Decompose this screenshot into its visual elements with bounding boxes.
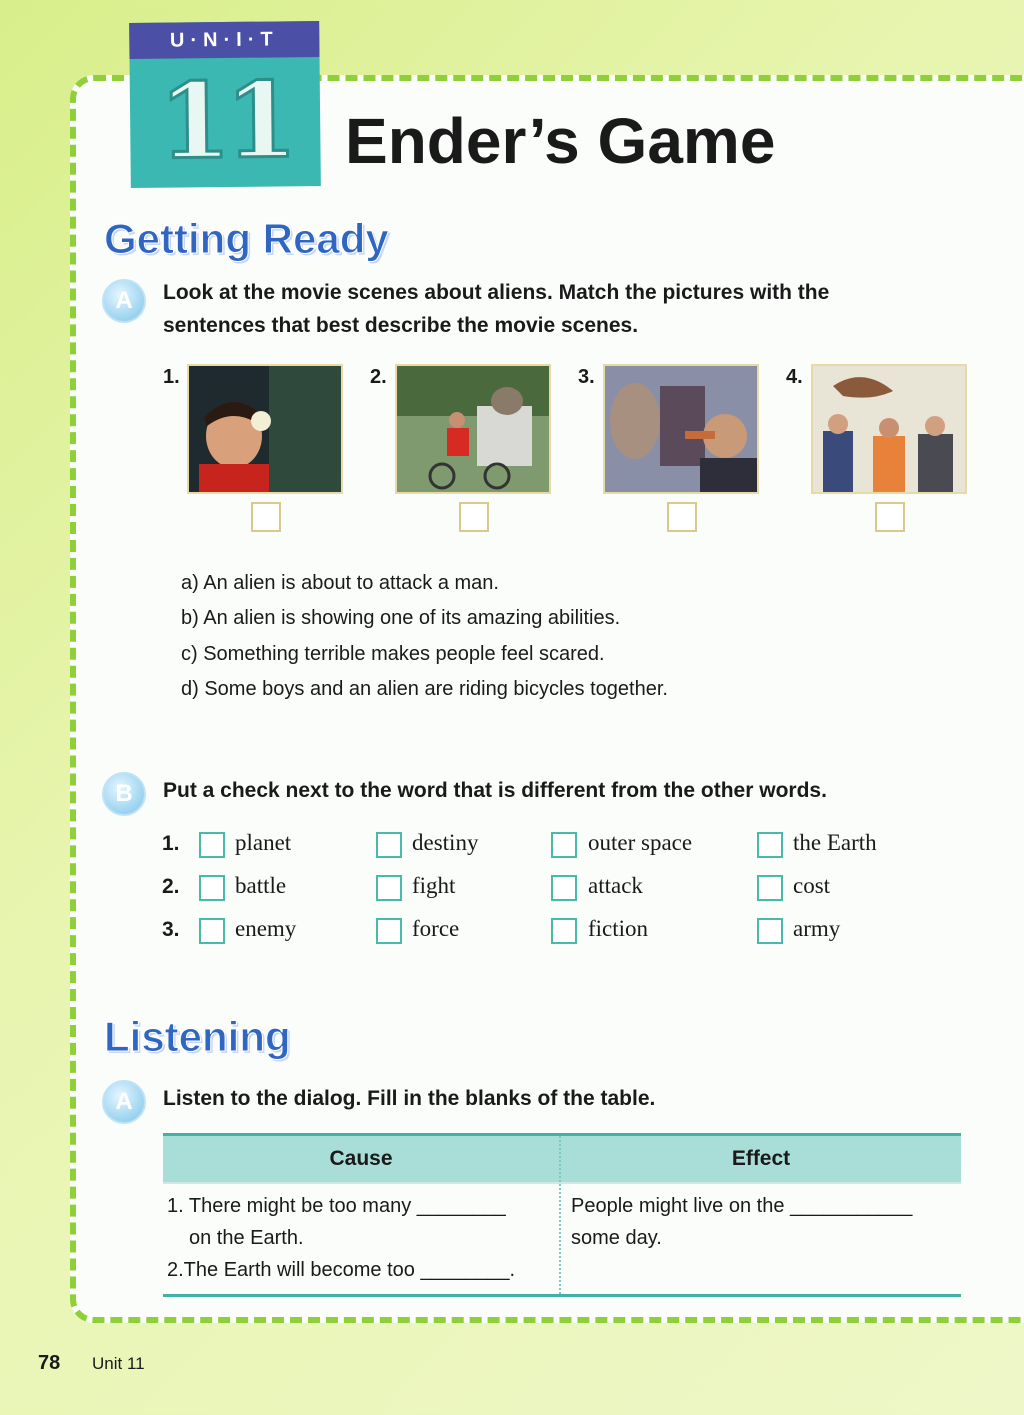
word-attack: attack	[588, 873, 643, 898]
part-b-bubble-icon: B	[102, 772, 146, 816]
sentence-d: d) Some boys and an alien are riding bicycles together.	[181, 678, 668, 700]
checkbox-the-earth[interactable]	[757, 832, 783, 858]
listening-heading: Listening	[104, 1013, 291, 1060]
listening-a-bubble-icon: A	[102, 1080, 146, 1124]
word-enemy: enemy	[235, 916, 297, 941]
word-the-earth: the Earth	[793, 830, 877, 855]
checkbox-planet[interactable]	[199, 832, 225, 858]
word-row-2-number: 2.	[162, 875, 180, 898]
checkbox-attack[interactable]	[551, 875, 577, 901]
part-a-instruction-line1: Look at the movie scenes about aliens. Match the pictures with the	[163, 281, 830, 304]
answer-box-2[interactable]	[459, 502, 489, 532]
word-cost: cost	[793, 873, 831, 898]
word-row-3-number: 3.	[162, 918, 180, 941]
bicycle-alien-photo	[397, 366, 549, 492]
unit-number: 11	[158, 58, 293, 183]
word-fiction: fiction	[588, 916, 649, 941]
word-destiny: destiny	[412, 830, 479, 855]
checkbox-enemy[interactable]	[199, 918, 225, 944]
unit-label: U·N·I·T	[129, 21, 319, 59]
boy-with-light-photo	[189, 366, 341, 492]
footer-unit-label: Unit 11	[92, 1354, 145, 1373]
cause-effect-table	[163, 1133, 961, 1297]
checkbox-army[interactable]	[757, 918, 783, 944]
checkbox-battle[interactable]	[199, 875, 225, 901]
cause-2: 2.The Earth will become too ________.	[167, 1259, 515, 1281]
part-a-instruction-line2: sentences that best describe the movie scenes.	[163, 314, 639, 337]
sentence-c: c) Something terrible makes people feel scared.	[181, 643, 605, 665]
answer-box-4[interactable]	[875, 502, 905, 532]
word-fight: fight	[412, 873, 456, 898]
effect-cell	[560, 1183, 961, 1296]
cause-1-line2: on the Earth.	[189, 1227, 304, 1249]
checkbox-fiction[interactable]	[551, 918, 577, 944]
checkbox-outer-space[interactable]	[551, 832, 577, 858]
picture-3-number: 3.	[578, 366, 595, 388]
picture-1-number: 1.	[163, 366, 180, 388]
part-b-instruction: Put a check next to the word that is different from the other words.	[163, 779, 827, 802]
answer-box-3[interactable]	[667, 502, 697, 532]
part-a-bubble-icon: A	[102, 279, 146, 323]
checkbox-fight[interactable]	[376, 875, 402, 901]
page-number: 78	[38, 1352, 61, 1374]
word-army: army	[793, 916, 841, 941]
getting-ready-heading: Getting Ready	[104, 215, 389, 262]
word-outer-space: outer space	[588, 830, 693, 855]
word-row-1-number: 1.	[162, 832, 180, 855]
page-title: Ender’s Game	[345, 105, 776, 177]
picture-2-number: 2.	[370, 366, 387, 388]
checkbox-destiny[interactable]	[376, 832, 402, 858]
effect-line1: People might live on the ___________	[571, 1195, 913, 1217]
cause-header: Cause	[163, 1135, 560, 1184]
picture-4-number: 4.	[786, 366, 803, 388]
cause-cell	[163, 1183, 560, 1296]
effect-header: Effect	[560, 1135, 961, 1184]
listening-instruction: Listen to the dialog. Fill in the blanks of the table.	[163, 1087, 656, 1110]
word-planet: planet	[235, 830, 292, 855]
answer-box-1[interactable]	[251, 502, 281, 532]
word-battle: battle	[235, 873, 287, 898]
cause-1-line1: 1. There might be too many ________	[167, 1195, 506, 1217]
sentence-a: a) An alien is about to attack a man.	[181, 572, 499, 594]
sentence-b: b) An alien is showing one of its amazing abilities.	[181, 607, 621, 629]
unit-badge	[129, 21, 321, 188]
effect-line2: some day.	[571, 1227, 662, 1249]
alien-attacks-man-photo	[605, 366, 757, 492]
checkbox-cost[interactable]	[757, 875, 783, 901]
checkbox-force[interactable]	[376, 918, 402, 944]
word-force: force	[412, 916, 460, 941]
scared-crowd-photo	[813, 366, 965, 492]
